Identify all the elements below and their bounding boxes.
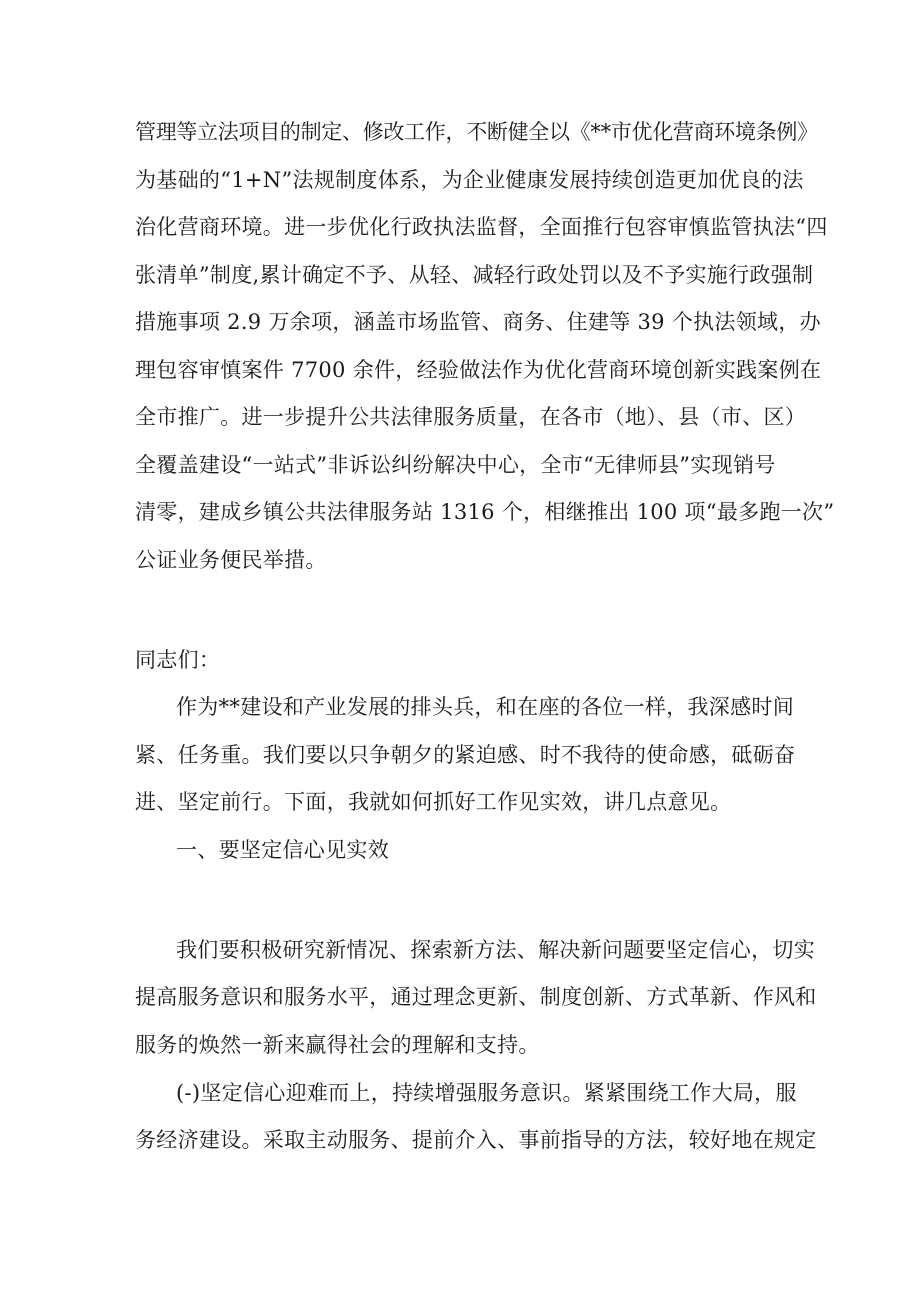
paragraph-line: 紧、任务重。我们要以只争朝夕的紧迫感、时不我待的使命感，砥砺奋: [135, 743, 796, 767]
paragraph-line: 理包容审慎案件 7700 余件，经验做法作为优化营商环境创新实践案例在: [135, 358, 822, 382]
section-heading: 一、要坚定信心见实效: [176, 838, 389, 862]
paragraph-line: 全覆盖建设“一站式”非诉讼纠纷解决中心，全市“无律师县”实现销号: [135, 453, 776, 477]
paragraph-line: 作为**建设和产业发展的排头兵，和在座的各位一样，我深感时间: [176, 695, 794, 719]
paragraph-line: 我们要积极研究新情况、探索新方法、解决新问题要坚定信心，切实: [176, 938, 815, 962]
paragraph-line: 张清单”制度,累计确定不予、从轻、减轻行政处罚以及不予实施行政强制: [135, 263, 814, 287]
salutation: 同志们：: [135, 648, 221, 672]
paragraph-line: 进、坚定前行。下面，我就如何抓好工作见实效，讲几点意见。: [135, 790, 732, 814]
paragraph-line: 服务的焕然一新来赢得社会的理解和支持。: [135, 1033, 540, 1057]
paragraph-line: 提高服务意识和服务水平，通过理念更新、制度创新、方式革新、作风和: [135, 985, 817, 1009]
paragraph-line: 为基础的“1+N”法规制度体系，为企业健康发展持续创造更加优良的法: [135, 168, 804, 192]
paragraph-line: 务经济建设。采取主动服务、提前介入、事前指导的方法，较好地在规定: [135, 1128, 817, 1152]
paragraph-line: (-)坚定信心迎难而上，持续增强服务意识。紧紧围绕工作大局，服: [176, 1081, 797, 1105]
paragraph-line: 公证业务便民举措。: [135, 548, 327, 572]
paragraph-line: 治化营商环境。进一步优化行政执法监督，全面推行包容审慎监管执法“四: [135, 215, 828, 239]
paragraph-line: 全市推广。进一步提升公共法律服务质量，在各市（地）、县（市、区）: [135, 405, 807, 429]
paragraph-line: 清零，建成乡镇公共法律服务站 1316 个，相继推出 100 项“最多跑一次”: [135, 500, 835, 524]
paragraph-line: 管理等立法项目的制定、修改工作，不断健全以《**市优化营商环境条例》: [135, 120, 818, 144]
paragraph-line: 措施事项 2.9 万余项，涵盖市场监管、商务、住建等 39 个执法领域，办: [135, 310, 821, 334]
